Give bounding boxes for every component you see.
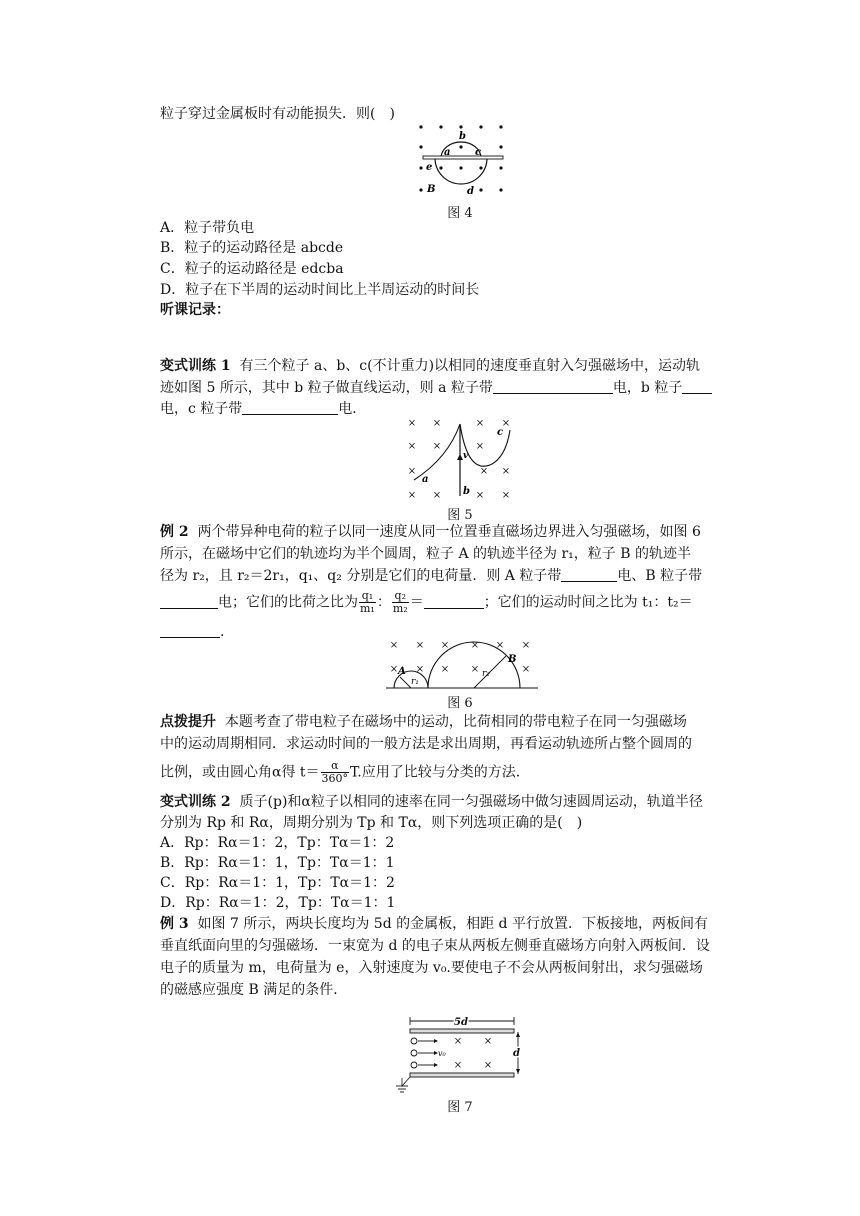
- variant-2-line-1: 变式训练 2 质子(p)和α粒子以相同的速率在同一匀强磁场中做匀速圆周运动，轨道半径: [160, 794, 703, 810]
- svg-text:×: ×: [407, 466, 417, 477]
- answer-blank[interactable]: [561, 567, 617, 582]
- svg-text:×: ×: [483, 1060, 493, 1071]
- fig4-label-a: a: [444, 147, 451, 158]
- svg-text:×: ×: [470, 640, 480, 651]
- option-b: B．粒子的运动路径是 abcde: [160, 240, 344, 256]
- svg-text:×: ×: [521, 664, 531, 675]
- figure-4: [415, 120, 515, 202]
- example-3-line-4: 的磁感应强度 B 满足的条件．: [160, 982, 348, 998]
- svg-text:×: ×: [483, 1036, 493, 1047]
- fig7-label-v0: v₀: [438, 1049, 446, 1058]
- svg-text:×: ×: [501, 418, 511, 429]
- fig5-label-c: c: [497, 427, 504, 438]
- tip-line-2: 中的运动周期相同．求运动时间的一般方法是求出周期，再看运动轨迹所占整个圆周的: [160, 736, 692, 752]
- figure-7: [394, 1012, 528, 1098]
- tip-heading: 点拨提升: [160, 714, 216, 730]
- svg-text:×: ×: [479, 466, 489, 477]
- example-2-line-1: 例 2 两个带异种电荷的粒子以同一速度从同一位置垂直磁场边界进入匀强磁场，如图 6: [160, 524, 701, 540]
- fig5-label-v: v: [463, 451, 469, 461]
- svg-text:×: ×: [495, 640, 505, 651]
- variant-2-option-d: D．Rp：Rα＝1：2，Tp：Tα＝1：1: [160, 895, 396, 911]
- svg-text:×: ×: [475, 441, 485, 452]
- svg-text:×: ×: [501, 466, 511, 477]
- variant-1-heading: 变式训练 1: [160, 358, 231, 374]
- fig6-label-r2: r₂: [482, 669, 490, 679]
- fig4-label-e: e: [426, 162, 433, 173]
- option-d: D．粒子在下半周的运动时间比上半周运动的时间长: [160, 282, 480, 298]
- example-2-line-2: 所示，在磁场中它们的轨迹均为半个圆周，粒子 A 的轨迹半径为 r₁，粒子 B 的轨迹半: [160, 546, 691, 562]
- fraction-q2-m2: $\frac{\text{q₂}}{\text{m₂}}$: [392, 589, 408, 615]
- svg-text:×: ×: [432, 418, 442, 429]
- fraction-alpha-360: $\frac{\alpha}{360^\circ}$: [321, 759, 349, 785]
- answer-blank[interactable]: [160, 623, 220, 638]
- tip-line-3: 比例，或由圆心角α得 t＝ $\frac{\alpha}{360^\circ}$ T.应用了比较与分类的方法．: [160, 759, 530, 785]
- variant-1-line-2: 迹如图 5 所示，其中 b 粒子做直线运动，则 a 粒子带 电，b 粒子: [160, 378, 712, 398]
- answer-blank[interactable]: [493, 379, 613, 394]
- svg-text:×: ×: [415, 664, 425, 675]
- notes-label: 听课记录：: [160, 302, 230, 318]
- variant-2-heading: 变式训练 2: [160, 794, 231, 810]
- fig5-label-a: a: [422, 474, 429, 485]
- figure-7-caption: 图 7: [447, 1100, 473, 1115]
- fig6-label-B: B: [508, 654, 517, 665]
- svg-text:×: ×: [389, 640, 399, 651]
- svg-text:×: ×: [470, 664, 480, 675]
- svg-text:×: ×: [407, 418, 417, 429]
- svg-text:×: ×: [475, 490, 485, 501]
- example-2-heading: 例 2: [160, 524, 189, 540]
- fig6-label-r1: r₁: [411, 677, 419, 687]
- option-a: A．粒子带负电: [160, 220, 255, 236]
- fig4-label-b: b: [459, 131, 466, 142]
- tip-line-1: 点拨提升 本题考查了带电粒子在磁场中的运动，比荷相同的带电粒子在同一匀强磁场: [160, 714, 687, 730]
- variant-2-option-a: A．Rp：Rα＝1：2，Tp：Tα＝1：2: [160, 835, 395, 851]
- figure-5-caption: 图 5: [447, 508, 473, 523]
- svg-text:×: ×: [453, 1060, 463, 1071]
- fig6-label-A: A: [398, 666, 406, 677]
- svg-text:×: ×: [407, 490, 417, 501]
- variant-1-line-3: 电，c 粒子带 电．: [160, 401, 367, 417]
- fig7-label-d: d: [513, 1048, 520, 1059]
- svg-text:×: ×: [389, 664, 399, 675]
- svg-text:×: ×: [415, 640, 425, 651]
- question-stem-tail: 粒子穿过金属板时有动能损失．则( ): [160, 106, 395, 122]
- variant-2-option-b: B．Rp：Rα＝1：1，Tp：Tα＝1：1: [160, 855, 395, 871]
- svg-text:×: ×: [440, 664, 450, 675]
- answer-blank[interactable]: [160, 594, 218, 609]
- variant-2-option-c: C．Rp：Rα＝1：1，Tp：Tα＝1：2: [160, 875, 395, 891]
- example-3-heading: 例 3: [160, 916, 189, 932]
- figure-5: [402, 416, 522, 504]
- fig4-label-d: d: [467, 186, 474, 197]
- example-3-line-2: 垂直纸面向里的匀强磁场．一束宽为 d 的电子束从两板左侧垂直磁场方向射入两板间．设: [160, 938, 710, 954]
- figure-4-caption: 图 4: [447, 206, 473, 221]
- example-2-line-3: 径为 r₂，且 r₂＝2r₁，q₁、q₂ 分别是它们的电荷量．则 A 粒子带 电、B 粒子带: [160, 568, 703, 584]
- fig7-label-5d: 5d: [454, 1017, 468, 1028]
- figure-6: [382, 636, 542, 692]
- variant-1-line-1: 变式训练 1 有三个粒子 a、b、c(不计重力)以相同的速度垂直射入匀强磁场中，运动轨: [160, 358, 701, 374]
- example-2-line-5: .: [160, 622, 224, 642]
- fig4-label-c: c: [475, 147, 482, 158]
- svg-text:×: ×: [407, 441, 417, 452]
- example-3-line-1: 例 3 如图 7 所示，两块长度均为 5d 的金属板，相距 d 平行放置．下板接地，两板间有: [160, 916, 708, 932]
- option-c: C．粒子的运动路径是 edcba: [160, 261, 344, 277]
- answer-blank[interactable]: [242, 400, 338, 415]
- answer-blank[interactable]: [424, 594, 484, 609]
- variant-2-line-2: 分别为 Rp 和 Rα，周期分别为 Tp 和 Tα，则下列选项正确的是( ): [160, 815, 583, 831]
- fig5-label-b: b: [463, 486, 470, 497]
- fig4-label-B: B: [427, 184, 436, 195]
- svg-text:×: ×: [453, 1036, 463, 1047]
- fraction-q1-m1: $\frac{\text{q₁}}{\text{m₁}}$: [360, 589, 375, 615]
- svg-text:×: ×: [432, 490, 442, 501]
- svg-text:×: ×: [501, 490, 511, 501]
- example-2-line-4: 电；它们的比荷之比为 $\frac{\text{q₁}}{\text{m₁}}$ ： $\frac{\text{q₂}}{\text{m₂}}$ ＝ ；它们的运动时间之比为 t₁：t₂＝: [160, 590, 693, 615]
- svg-text:×: ×: [521, 640, 531, 651]
- svg-text:×: ×: [475, 418, 485, 429]
- example-3-line-3: 电子的质量为 m，电荷量为 e，入射速度为 v₀.要使电子不会从两板间射出，求匀强磁场: [160, 960, 703, 976]
- svg-text:×: ×: [440, 640, 450, 651]
- figure-6-caption: 图 6: [447, 696, 473, 711]
- answer-blank[interactable]: [682, 379, 712, 394]
- svg-text:×: ×: [432, 441, 442, 452]
